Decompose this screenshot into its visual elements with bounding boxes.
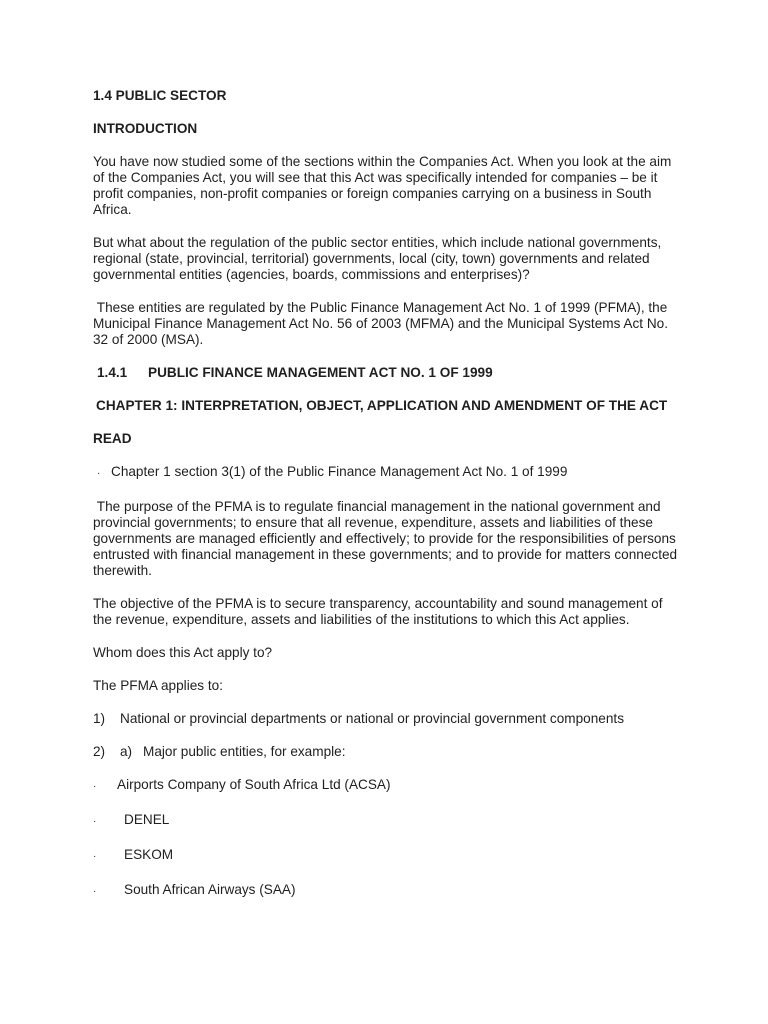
question-text: Whom does this Act apply to? [93,645,273,660]
entity-list-item [93,812,683,830]
paragraph-pfma-objective: The objective of the PFMA is to secure transparency, accountability and sound management of the revenue, expenditure, assets and liabilities of the institutions to which this Act applies. [93,596,667,627]
bullet-dot-icon: · [97,468,101,479]
section-heading: 1.4 PUBLIC SECTOR [93,88,227,103]
list-item-2-text: Major public entities, for example: [143,744,346,759]
list-item-1 [93,711,683,727]
paragraph-public-sector-question: But what about the regulation of the public sector entities, which include national governments, regional (state, provincial, territorial) governments, local (city, town) governments and related governmental entities (agencies, boards, commissions and enterprises)? [93,235,666,282]
list-item-2 [93,744,683,760]
paragraph-companies-act: You have now studied some of the sections within the Companies Act. When you look at the aim of the Companies Act, you will see that this Act was specifically intended for companies – be it profit companies, non-profit companies or foreign companies carrying on a business in South Africa. [93,154,676,217]
bullet-dot-icon: · [93,781,97,792]
intro-heading: INTRODUCTION [93,121,198,136]
paragraph-pfma-purpose: The purpose of the PFMA is to regulate financial management in the national government and provincial governments; to ensure that all revenue, expenditure, assets and liabilities of these governments are managed efficiently and effectively; to provide for the responsibilities of persons entrusted with financial management in these governments; and to provide for matters connected therewith. [93,499,681,578]
subsection-heading [93,365,683,381]
entity-name: Airports Company of South Africa Ltd (ACSA) [117,777,391,792]
list-item-2-number: 2) [93,744,106,759]
applies-intro: The PFMA applies to: [93,678,223,693]
bullet-dot-icon: · [93,816,97,827]
chapter-heading: CHAPTER 1: INTERPRETATION, OBJECT, APPLICATION AND AMENDMENT OF THE ACT [96,398,668,413]
paragraph-regulating-acts: These entities are regulated by the Public Finance Management Act No. 1 of 1999 (PFMA), the Municipal Finance Management Act No. 56 of 2003 (MFMA) and the Municipal Systems Act No. 32 of 2000 (MSA). [93,300,672,347]
subsection-number: 1.4.1 [97,365,128,380]
document-page [93,87,683,900]
entity-name: South African Airways (SAA) [124,882,296,897]
subsection-title: PUBLIC FINANCE MANAGEMENT ACT NO. 1 OF 1999 [148,365,493,380]
entity-list-item [93,847,683,865]
list-item-2-sub: a) [120,744,133,759]
list-item-1-text: National or provincial departments or national or provincial government components [120,711,624,726]
read-list-item-text: Chapter 1 section 3(1) of the Public Finance Management Act No. 1 of 1999 [111,464,568,479]
list-item-1-number: 1) [93,711,106,726]
bullet-dot-icon: · [93,851,97,862]
bullet-dot-icon: · [93,886,97,897]
entity-list-item [93,777,683,795]
read-list-item [93,464,683,482]
read-heading: READ [93,431,132,446]
entity-name: ESKOM [124,847,174,862]
entity-list-item [93,882,683,900]
entity-name: DENEL [124,812,170,827]
